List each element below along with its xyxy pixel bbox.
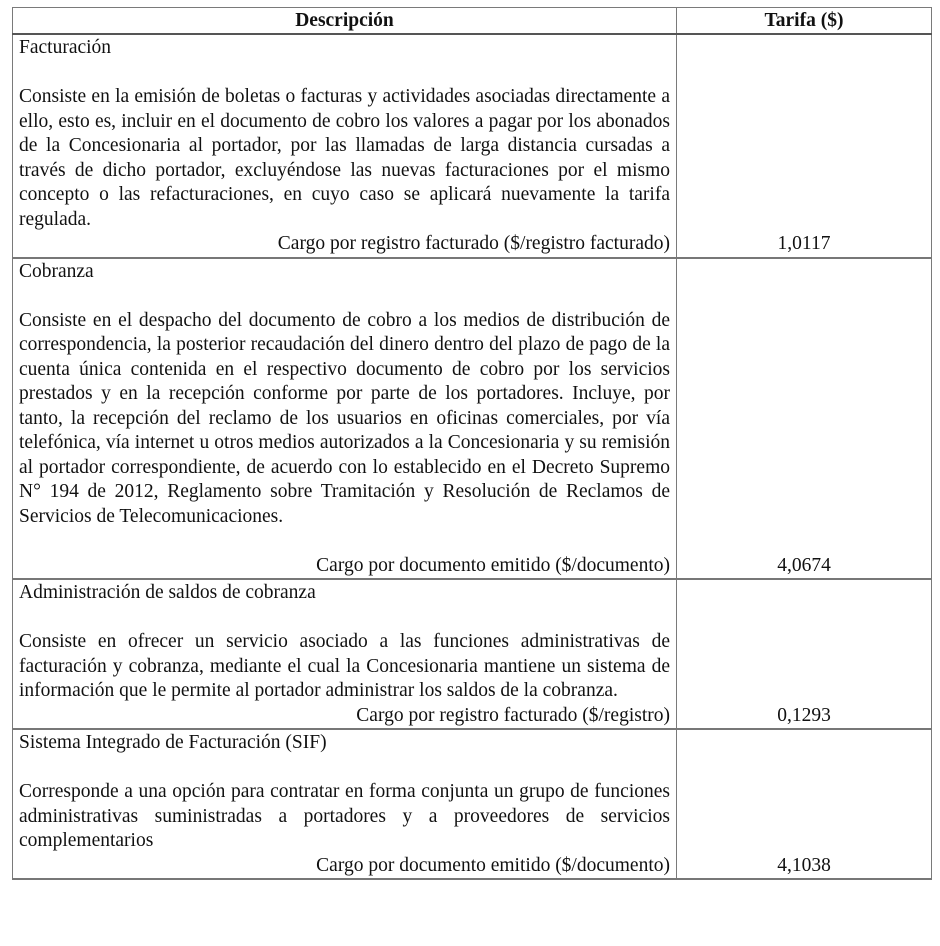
service-description: Consiste en el despacho del documento de cobro a los medios de distribución de correspondencia, la posterior recaudación del dinero dentro del plazo de pago de la cuenta única contenida en el respectivo documento de cobro por los servicios prestados y en la recepción conforme por parte de los portadores. Incluye, por tanto, la recepción del reclamo de los usuarios en oficinas comerciales, por vía telefónica, vía internet u otros medios autorizados a la Concesionaria y su remisión al portador correspondiente, de acuerdo con lo establecido en el Decreto Supremo N° 194 de 2012, Reglamento sobre Tramitación y Resolución de Reclamos de Servicios de Telecomunicaciones. xyxy=(19,309,670,527)
header-rate: Tarifa ($) xyxy=(677,8,932,35)
rate-value: 4,1038 xyxy=(677,729,932,879)
description-cell xyxy=(13,729,677,879)
charge-unit: Cargo por documento emitido ($/documento) xyxy=(316,554,670,576)
service-description: Consiste en ofrecer un servicio asociado a las funciones administrativas de facturación y cobranza, mediante el cual la Concesionaria mantiene un sistema de información que le permite al portador administrar los saldos de la cobranza. xyxy=(19,631,670,701)
service-title: Administración de saldos de cobranza xyxy=(19,582,316,603)
header-description: Descripción xyxy=(13,8,677,35)
rate-value: 4,0674 xyxy=(677,258,932,580)
table-row-administracion-saldos xyxy=(13,579,932,729)
charge-unit: Cargo por registro facturado ($/registro) xyxy=(356,704,670,726)
rate-value: 0,1293 xyxy=(677,579,932,729)
description-cell xyxy=(13,258,677,580)
charge-unit: Cargo por documento emitido ($/documento) xyxy=(316,854,670,876)
table-row-sif xyxy=(13,729,932,879)
service-description: Consiste en la emisión de boletas o facturas y actividades asociadas directamente a ello, esto es, incluir en el documento de cobro los valores a pagar por los abonados de la Concesionaria al portador, por las llamadas de larga distancia cursadas a través de dicho portador, excluyéndose las nuevas facturaciones por el mismo concepto o las refacturaciones, en cuyo caso se aplicará nuevamente la tarifa regulada. xyxy=(19,86,670,230)
charge-unit: Cargo por registro facturado ($/registro facturado) xyxy=(277,233,670,254)
service-title: Sistema Integrado de Facturación (SIF) xyxy=(19,732,327,753)
header-row xyxy=(13,8,932,35)
service-title: Cobranza xyxy=(19,260,94,282)
rate-value: 1,0117 xyxy=(677,34,932,258)
table-row-facturacion xyxy=(13,34,932,258)
description-cell xyxy=(13,34,677,258)
table-row-cobranza xyxy=(13,258,932,580)
description-cell xyxy=(13,579,677,729)
service-description: Corresponde a una opción para contratar en forma conjunta un grupo de funciones administrativas suministradas a portadores y a proveedores de servicios complementarios xyxy=(19,781,670,851)
service-title: Facturación xyxy=(19,37,112,58)
tariff-table xyxy=(12,7,932,880)
